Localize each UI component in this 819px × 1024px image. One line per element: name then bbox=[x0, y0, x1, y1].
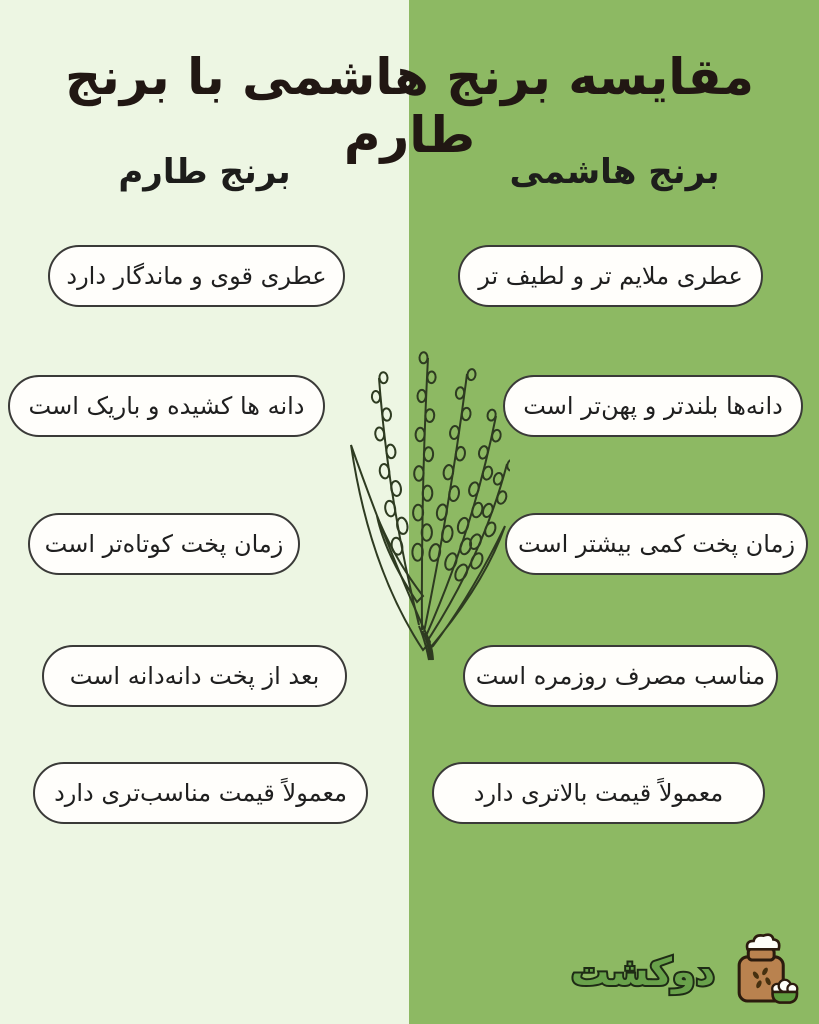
rice-bowl-icon bbox=[772, 980, 797, 1003]
hashemi-point-grains: دانه‌ها بلندتر و پهن‌تر است bbox=[503, 375, 803, 437]
tarom-point-cooking-time: زمان پخت کوتاه‌تر است bbox=[28, 513, 300, 575]
hashemi-point-aroma: عطری ملایم تر و لطیف تر bbox=[458, 245, 763, 307]
column-header-hashemi: برنج هاشمی bbox=[509, 152, 720, 192]
brand-logo bbox=[563, 930, 803, 1012]
hashemi-point-price: معمولاً قیمت بالاتری دارد bbox=[432, 762, 765, 824]
column-header-tarom: برنج طارم bbox=[118, 152, 291, 192]
rice-plant-illustration bbox=[333, 340, 510, 662]
rice-sack-icon bbox=[727, 930, 803, 1012]
tarom-point-aroma: عطری قوی و ماندگار دارد bbox=[48, 245, 345, 307]
hashemi-point-cooking-time: زمان پخت کمی بیشتر است bbox=[505, 513, 808, 575]
tarom-point-texture: بعد از پخت دانه‌دانه است bbox=[42, 645, 347, 707]
brand-name-text: دوکشت bbox=[570, 950, 716, 994]
hashemi-point-usage: مناسب مصرف روزمره است bbox=[463, 645, 778, 707]
tarom-point-price: معمولاً قیمت مناسب‌تری دارد bbox=[33, 762, 368, 824]
tarom-point-grains: دانه ها کشیده و باریک است bbox=[8, 375, 325, 437]
page-title: مقایسه برنج هاشمی با برنج طارم bbox=[65, 48, 754, 164]
brand-wordmark bbox=[563, 939, 723, 1003]
